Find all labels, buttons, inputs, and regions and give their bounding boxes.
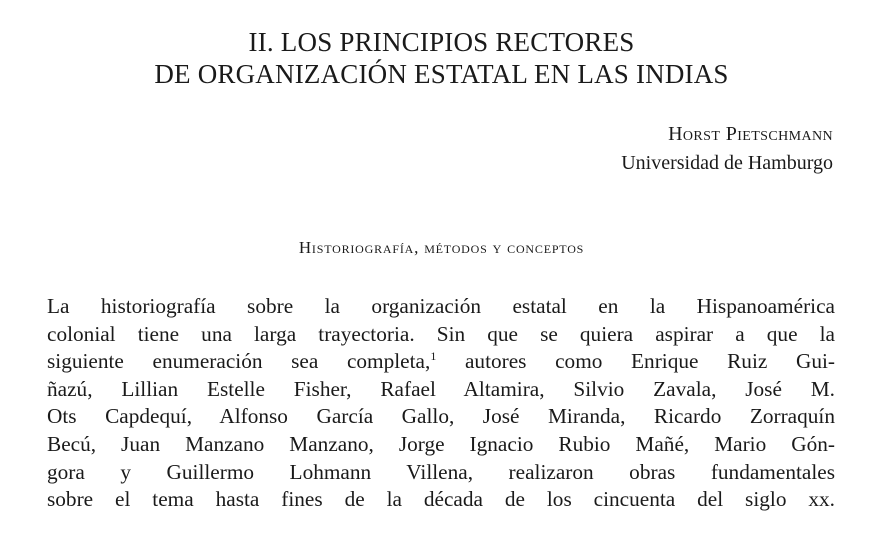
chapter-title — [0, 26, 883, 90]
paragraph-line — [47, 348, 835, 376]
chapter-title-line-2: DE ORGANIZACIÓN ESTATAL EN LAS INDIAS — [154, 59, 729, 89]
paragraph-line: colonial tiene una larga trayectoria. Sin que se quiera aspirar a que la — [47, 321, 835, 346]
paragraph-line-text: autores como Enrique Ruiz Gui- — [436, 349, 835, 374]
chapter-title-line-1: II. LOS PRINCIPIOS RECTORES — [248, 27, 635, 57]
paragraph-line: Ots Capdequí, Alfonso García Gallo, José Miranda, Ricardo Zorraquín — [47, 404, 835, 429]
paragraph-line: ñazú, Lillian Estelle Fisher, Rafael Altamira, Silvio Zavala, José M. — [47, 376, 835, 401]
paragraph-line: sobre el tema hasta fines de la década de los cincuenta del siglo xx. — [47, 487, 835, 512]
section-heading: Historiografía, métodos y conceptos — [298, 238, 585, 257]
paragraph-line: gora y Guillermo Lohmann Villena, realizaron obras fundamentales — [47, 459, 835, 484]
footnote-ref[interactable]: 1 — [430, 349, 437, 364]
body-paragraph — [47, 293, 835, 514]
author-block — [621, 120, 833, 178]
author-affiliation: Universidad de Hamburgo — [621, 152, 833, 174]
paragraph-line-text: siguiente enumeración sea completa, — [47, 349, 431, 374]
paragraph-line: Becú, Juan Manzano Manzano, Jorge Ignacio Rubio Mañé, Mario Gón- — [47, 431, 835, 456]
paragraph-line: La historiografía sobre la organización estatal en la Hispanoamérica — [47, 294, 835, 318]
author-name: Horst Pietschmann — [668, 123, 833, 145]
